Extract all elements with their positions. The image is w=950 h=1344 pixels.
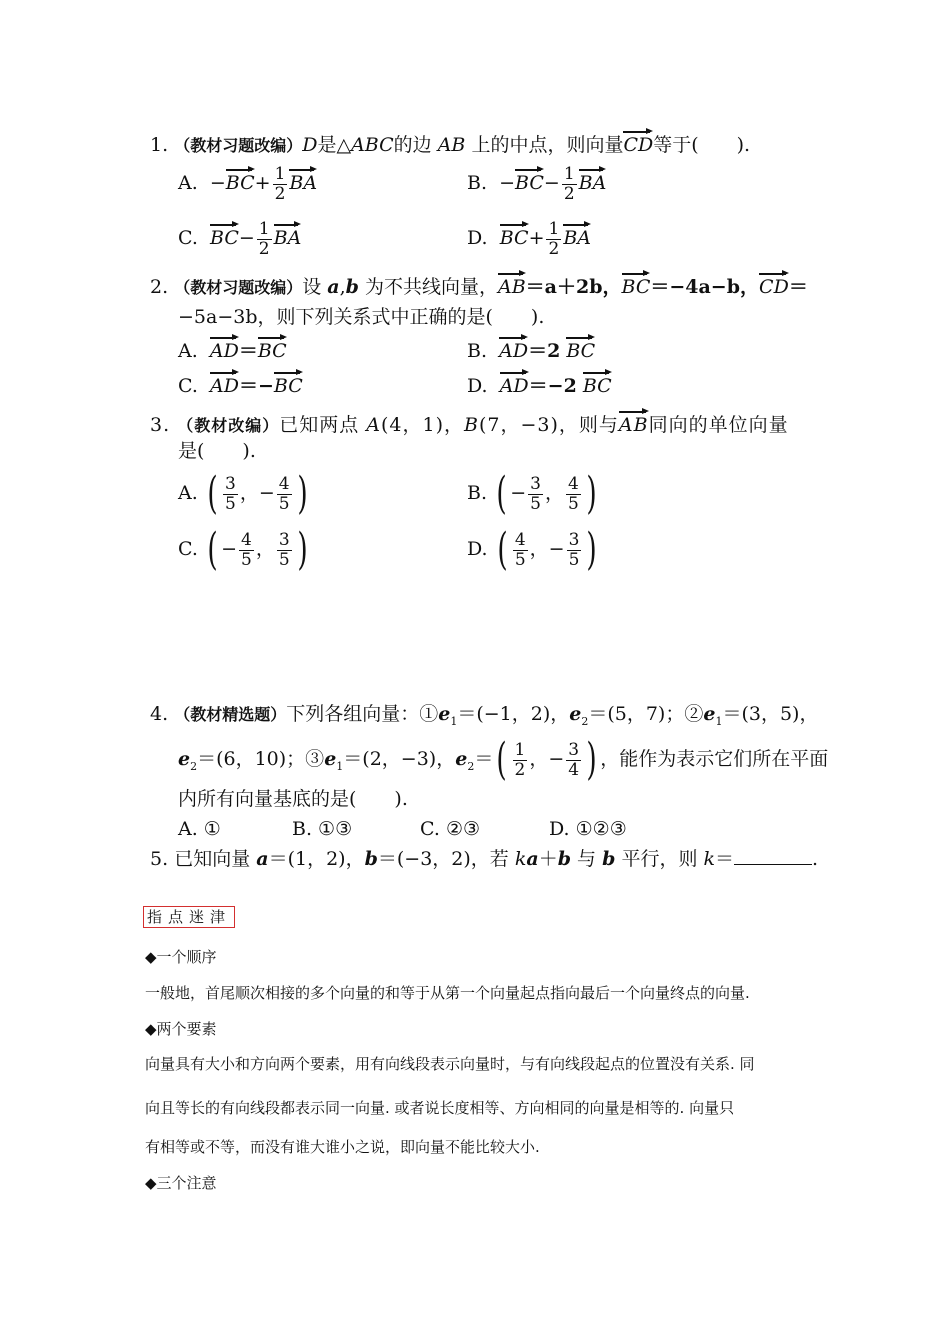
vector: AD [210, 336, 239, 361]
fraction: $\frac{3}{5}$ [568, 529, 580, 570]
fraction: $\frac{1}{2}$ [274, 164, 286, 204]
q4-text: ＝ [474, 748, 494, 770]
q2-var: a [327, 276, 340, 298]
vector: CD [759, 272, 789, 297]
q3-text: 已知两点 [279, 414, 360, 436]
tips-title-box: 指点迷津 [143, 906, 235, 928]
paren-close-icon: ) [586, 468, 597, 519]
tips-paragraph-2c: 有相等或不等，而没有谁大谁小之说，即向量不能比较大小. [145, 1138, 540, 1156]
question-2: 2. （教材习题改编）设 a,b 为不共线向量，AB＝a＋2b，BC＝−4a−b，CD＝ [150, 272, 808, 297]
math-sign: + [254, 172, 271, 195]
q5-text: 已知向量 [174, 848, 251, 870]
q2-text: ＝a＋2b， [525, 276, 622, 298]
tips-heading-2: ◆两个要素 [145, 1020, 217, 1038]
tips-title [143, 906, 235, 927]
vector: BC [258, 336, 287, 361]
question-3 [150, 410, 789, 435]
math-sign: ＝− [238, 375, 274, 397]
paren-close-icon: ) [297, 524, 308, 575]
q4-line-3 [178, 790, 408, 809]
tips-paragraph-2a: 向量具有大小和方向两个要素，用有向线段表示向量时，与有向线段起点的位置没有关系. 同 [145, 1055, 755, 1073]
q1-option-c [178, 220, 301, 258]
q2-number: 2. [150, 276, 169, 298]
paren-close-icon: ) [586, 734, 597, 785]
fraction: $\frac{4}{5}$ [241, 529, 252, 570]
option-label: D. [467, 227, 488, 250]
paren-open-icon: ( [496, 734, 508, 785]
fraction: $\frac{3}{5}$ [530, 473, 541, 514]
answer-blank[interactable] [734, 864, 812, 865]
q2-option-d [467, 371, 612, 396]
vector: BC [210, 223, 239, 248]
q1-tag: （教材习题改编） [174, 136, 303, 155]
option-label: A. [178, 340, 198, 362]
fraction: $\frac{1}{2}$ [258, 219, 270, 259]
tips-heading-3: ◆三个注意 [145, 1174, 217, 1192]
fraction: $\frac{4}{5}$ [568, 473, 579, 514]
q2-line-2 [178, 308, 544, 327]
q1-triangle: ABC [351, 134, 394, 156]
vector: BA [274, 223, 302, 248]
q3-tag: （教材改编） [177, 416, 280, 435]
q3-text: (4，1)， [381, 414, 465, 436]
q4-option-d: D. ①②③ [549, 818, 627, 840]
vector: BA [579, 168, 607, 193]
fraction: $\frac{1}{2}$ [563, 164, 575, 204]
vector: AD [499, 336, 528, 361]
q4-text: ＝(3，5)， [722, 703, 819, 725]
q3-line-2 [178, 442, 256, 461]
q4-text: 下列各组向量：① [286, 703, 439, 725]
vector: BC [583, 371, 612, 396]
math-sign: ＝2 [528, 340, 561, 362]
q3-point: A [366, 414, 381, 436]
paren-open-icon: ( [207, 468, 218, 519]
fraction: $\frac{3}{5}$ [224, 473, 236, 514]
option-label: D. [467, 538, 488, 560]
q1-option-b [467, 165, 606, 203]
fraction: $\frac{3}{5}$ [278, 529, 290, 570]
fraction: $\frac{1}{2}$ [514, 739, 526, 780]
q4-text: 内所有向量基底的是( ). [178, 788, 408, 810]
paren-open-icon: ( [497, 524, 508, 575]
q4-text: ＝(−1，2)， [457, 703, 570, 725]
q3-point: B [464, 414, 479, 436]
option-label: B. [467, 340, 488, 362]
paren-open-icon: ( [496, 468, 507, 519]
fraction: $\frac{1}{2}$ [548, 219, 560, 259]
q5-number: 5. [150, 848, 169, 870]
q2-option-a [178, 336, 287, 361]
tips-paragraph-1: 一般地，首尾顺次相接的多个向量的和等于从第一个向量起点指向最后一个向量终点的向量. [145, 984, 750, 1002]
q2-tag: （教材习题改编） [174, 278, 303, 297]
option-label: C. [178, 375, 198, 397]
vector: BC [566, 336, 595, 361]
option-label: A. [178, 172, 198, 195]
q2-var: b [345, 276, 359, 298]
q1-segment: AB [437, 134, 466, 156]
vector: BC [500, 223, 529, 248]
q1-option-a [178, 165, 317, 203]
tips-heading-1: ◆一个顺序 [145, 948, 217, 966]
q4-text: ＝(5，7)；② [588, 703, 704, 725]
vector: AD [500, 371, 529, 396]
q2-text: 为不共线向量， [364, 276, 498, 298]
vector: AB [498, 272, 526, 297]
option-label: A. [178, 482, 198, 504]
q4-option-a: A. ① [178, 818, 221, 840]
math-sign: ＝−2 [528, 375, 577, 397]
option-label: C. [178, 538, 198, 560]
q2-text: −5a−3b，则下列关系式中正确的是( ). [178, 306, 545, 328]
q2-text: 设 [302, 276, 322, 298]
q3-option-b: B. ( − $\frac{3}{5}$ ， $\frac{4}{5}$ ) [467, 468, 597, 519]
q4-text: ，能作为表示它们所在平面 [600, 748, 829, 770]
q3-option-a: A. ( $\frac{3}{5}$ ，− $\frac{4}{5}$ ) [178, 468, 308, 519]
q3-text: 是( ). [178, 440, 256, 462]
vector: BC [515, 168, 544, 193]
q1-vector-cd: CD [623, 130, 653, 155]
q1-option-d [467, 220, 591, 258]
q2-option-c [178, 371, 303, 396]
q3-text: (7，−3)，则与 [478, 414, 619, 436]
tips-paragraph-2b: 向且等长的有向线段都表示同一向量. 或者说长度相等、方向相同的向量是相等的. 向量只 [145, 1099, 735, 1117]
q2-text: ＝−4a−b， [650, 276, 760, 298]
q1-text: 的边 [393, 134, 432, 156]
question-4: 4. （教材精选题）下列各组向量：$①e_1=(-1$，2)，$e_2=(5$，7)；$②e_1=(3$，5)， [150, 703, 819, 728]
option-label: C. [178, 227, 198, 250]
option-label: D. [467, 375, 488, 397]
fraction: $\frac{3}{4}$ [568, 739, 580, 780]
q4-text: ＝(2，−3)， [343, 748, 456, 770]
q4-number: 4. [150, 703, 169, 725]
vector: BA [289, 168, 317, 193]
q2-text: ＝ [788, 276, 808, 298]
q2-option-b [467, 336, 595, 361]
q1-point-d: D [302, 134, 318, 156]
q4-option-c: C. ②③ [420, 818, 481, 840]
q4-line-2: $e_2=(6$，10)；$③e_1=(2$，−3)，$e_2=$( $\frac{1}{2}$ ，− $\frac{3}{4}$ ) ，能作为表示它们所在平面 [178, 734, 829, 785]
math-sign: − [209, 172, 226, 195]
vector: BC [622, 272, 651, 297]
q1-text: 上的中点，则向量 [471, 134, 624, 156]
q3-number: 3. [150, 414, 171, 436]
q4-text: ＝(6，10)；③ [197, 748, 325, 770]
q3-text: 同向的单位向量 [648, 414, 789, 436]
math-sign: − [543, 172, 560, 195]
vector: BA [563, 223, 591, 248]
math-sign: + [528, 227, 545, 250]
q4-option-b: B. ①③ [292, 818, 353, 840]
vector: BC [274, 371, 303, 396]
paren-close-icon: ) [586, 524, 598, 575]
q3-option-c: C. ( − $\frac{4}{5}$ ， $\frac{3}{5}$ ) [178, 524, 308, 575]
vector: AB [619, 410, 649, 435]
q1-text: 等于( ). [653, 134, 751, 156]
q4-tag: （教材精选题） [174, 705, 287, 724]
vector: BC [226, 168, 255, 193]
fraction: $\frac{4}{5}$ [278, 473, 290, 514]
paren-close-icon: ) [297, 468, 308, 519]
math-sign: − [238, 227, 255, 250]
option-label: B. [467, 482, 488, 504]
question-5: 5. 已知向量 a＝(1，2)，b＝(−3，2)，若 ka＋b 与 b 平行，则 k＝ . [150, 848, 819, 870]
math-sign: − [499, 172, 516, 195]
q1-text: 是△ [317, 134, 352, 156]
question-1 [150, 130, 750, 155]
math-sign: ＝ [238, 340, 258, 362]
paren-open-icon: ( [207, 524, 218, 575]
vector: AD [210, 371, 239, 396]
q1-number: 1. [150, 134, 169, 156]
option-label: B. [467, 172, 488, 195]
q3-option-d: D. ( $\frac{4}{5}$ ，− $\frac{3}{5}$ ) [467, 524, 598, 575]
fraction: $\frac{4}{5}$ [514, 529, 526, 570]
